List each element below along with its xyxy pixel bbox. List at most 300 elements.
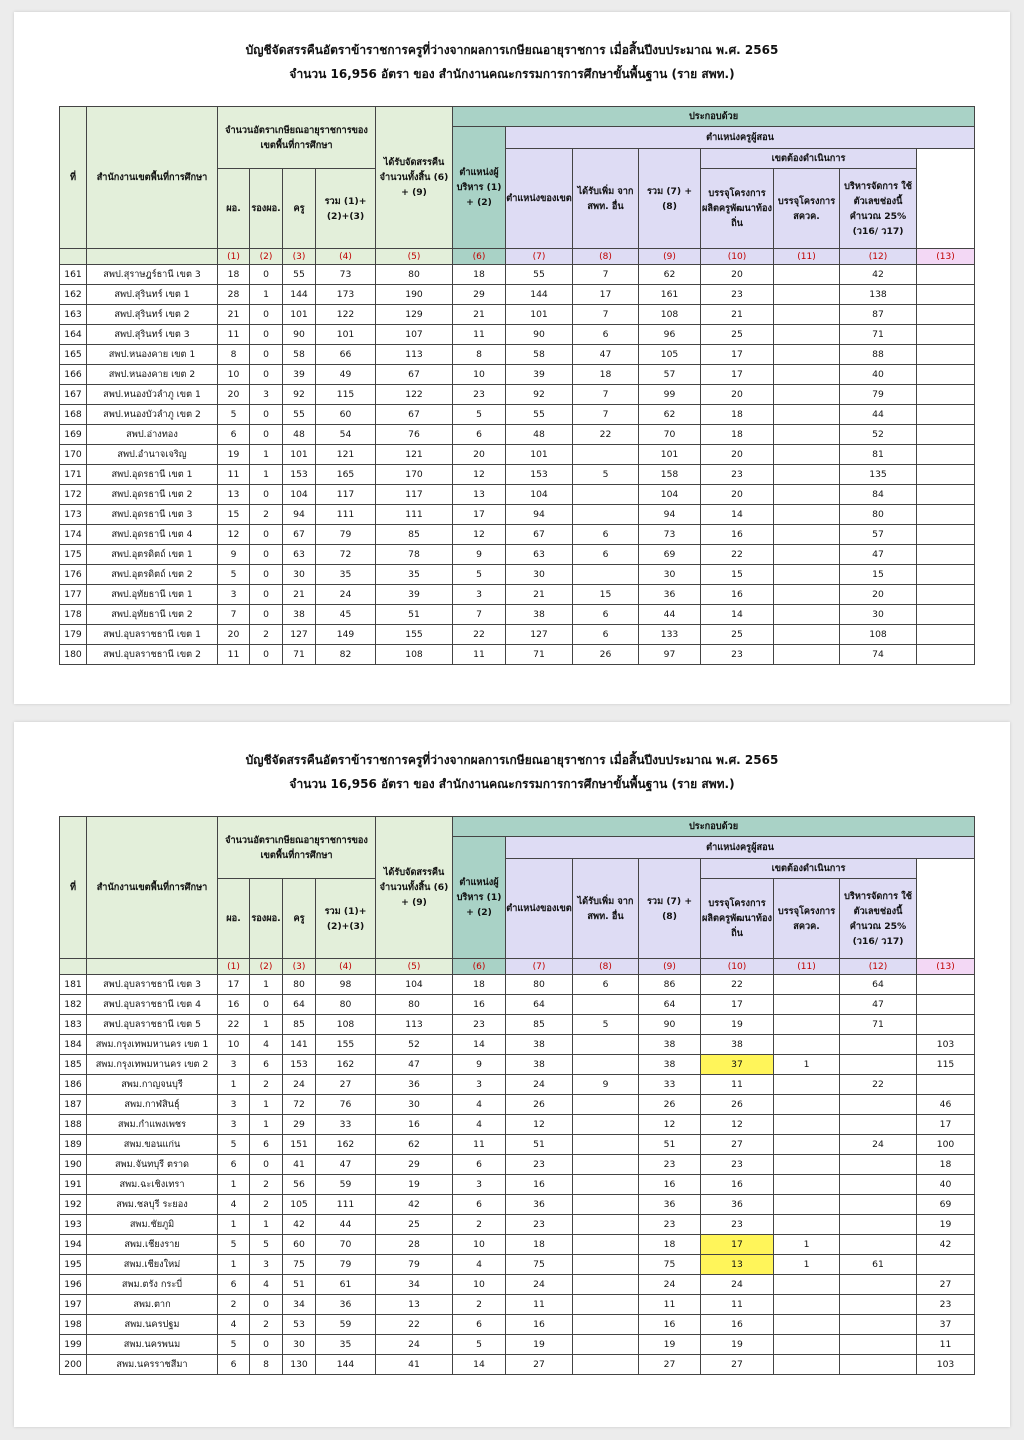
value-cell: 1 — [218, 1215, 250, 1235]
value-cell: 19 — [376, 1175, 453, 1195]
value-cell — [774, 1075, 840, 1095]
value-cell — [573, 1355, 639, 1375]
value-cell — [917, 545, 975, 565]
value-cell: 6 — [218, 1155, 250, 1175]
value-cell: 16 — [701, 1315, 774, 1335]
value-cell: 13 — [701, 1255, 774, 1275]
table-row — [60, 1015, 975, 1035]
value-cell: 11 — [453, 645, 506, 665]
value-cell: 18 — [506, 1235, 573, 1255]
value-cell: 20 — [453, 445, 506, 465]
value-cell: 23 — [701, 645, 774, 665]
value-cell: 7 — [573, 305, 639, 325]
value-cell: 104 — [506, 485, 573, 505]
value-cell: 48 — [283, 425, 316, 445]
value-cell: 111 — [316, 505, 376, 525]
value-cell: 97 — [639, 645, 701, 665]
document-title: บัญชีจัดสรรคืนอัตราข้าราชการครูที่ว่างจากผลการเกษียณอายุราชการ เมื่อสิ้นปีงบประมาณ พ.ศ. 2565 — [245, 43, 779, 57]
value-cell: 55 — [283, 265, 316, 285]
value-cell: 101 — [283, 445, 316, 465]
row-number-cell: 165 — [60, 345, 87, 365]
office-name-cell: สพม.กาญจนบุรี — [87, 1075, 218, 1095]
value-cell — [774, 385, 840, 405]
value-cell: 7 — [453, 605, 506, 625]
value-cell — [917, 1075, 975, 1095]
value-cell: 47 — [840, 545, 917, 565]
value-cell: 42 — [283, 1215, 316, 1235]
col-number-label: (11) — [774, 959, 840, 975]
value-cell: 5 — [453, 405, 506, 425]
value-cell: 53 — [283, 1315, 316, 1335]
office-name-cell: สพป.สุรินทร์ เขต 1 — [87, 285, 218, 305]
value-cell: 23 — [639, 1215, 701, 1235]
value-cell: 41 — [283, 1155, 316, 1175]
value-cell: 7 — [573, 265, 639, 285]
value-cell — [774, 995, 840, 1015]
value-cell: 80 — [283, 975, 316, 995]
value-cell: 1 — [250, 285, 283, 305]
value-cell: 27 — [701, 1135, 774, 1155]
value-cell: 2 — [250, 625, 283, 645]
office-name-cell: สพป.อำนาจเจริญ — [87, 445, 218, 465]
value-cell: 3 — [453, 1075, 506, 1095]
row-number-cell: 186 — [60, 1075, 87, 1095]
office-name-cell: สพป.สุรินทร์ เขต 2 — [87, 305, 218, 325]
value-cell: 1 — [774, 1055, 840, 1075]
value-cell: 11 — [639, 1295, 701, 1315]
table-row — [60, 1275, 975, 1295]
value-cell: 0 — [250, 265, 283, 285]
value-cell — [774, 565, 840, 585]
col-header-sum-1-3: รวม (1)+(2)+(3) — [316, 879, 376, 959]
value-cell: 135 — [840, 465, 917, 485]
value-cell: 1 — [250, 1215, 283, 1235]
office-name-cell: สพม.ตาก — [87, 1295, 218, 1315]
value-cell — [917, 1255, 975, 1275]
value-cell: 18 — [218, 265, 250, 285]
row-number-cell: 188 — [60, 1115, 87, 1135]
office-name-cell: สพป.อุดรธานี เขต 2 — [87, 485, 218, 505]
value-cell: 74 — [840, 645, 917, 665]
row-number-cell: 164 — [60, 325, 87, 345]
col-number-label: (6) — [453, 959, 506, 975]
value-cell: 42 — [840, 265, 917, 285]
col-number-label: (5) — [376, 249, 453, 265]
col-header-deputy-director: รองผอ. — [250, 169, 283, 249]
value-cell: 11 — [506, 1295, 573, 1315]
row-number-cell: 196 — [60, 1275, 87, 1295]
value-cell: 84 — [840, 485, 917, 505]
value-cell: 23 — [701, 465, 774, 485]
value-cell: 5 — [453, 565, 506, 585]
value-cell: 20 — [701, 385, 774, 405]
value-cell: 115 — [316, 385, 376, 405]
value-cell — [840, 1035, 917, 1055]
value-cell: 62 — [376, 1135, 453, 1155]
value-cell: 38 — [639, 1055, 701, 1075]
value-cell: 79 — [376, 1255, 453, 1275]
value-cell: 3 — [218, 1055, 250, 1075]
value-cell: 42 — [376, 1195, 453, 1215]
value-cell: 23 — [453, 385, 506, 405]
value-cell: 94 — [639, 505, 701, 525]
value-cell — [573, 1115, 639, 1135]
table-row — [60, 1115, 975, 1135]
office-name-cell: สพม.ตรัง กระบี่ — [87, 1275, 218, 1295]
value-cell — [774, 1095, 840, 1115]
document-subtitle: จำนวน 16,956 อัตรา ของ สำนักงานคณะกรรมการการศึกษาขั้นพื้นฐาน (ราย สพท.) — [289, 67, 735, 81]
value-cell: 23 — [453, 1015, 506, 1035]
value-cell: 122 — [316, 305, 376, 325]
table-row — [60, 1155, 975, 1175]
col-number-label: (13) — [917, 959, 975, 975]
value-cell: 0 — [250, 325, 283, 345]
col-header-admin-position: ตำแหน่งผู้บริหาร (1) + (2) — [453, 127, 506, 249]
value-cell — [917, 485, 975, 505]
value-cell — [774, 605, 840, 625]
value-cell: 20 — [218, 385, 250, 405]
col-header-local-teacher-project: บรรจุโครงการผลิตครูพัฒนาท้องถิ่น — [701, 879, 774, 959]
value-cell — [917, 445, 975, 465]
office-name-cell: สพป.หนองคาย เขต 1 — [87, 345, 218, 365]
value-cell: 17 — [218, 975, 250, 995]
value-cell: 22 — [376, 1315, 453, 1335]
value-cell: 23 — [701, 285, 774, 305]
col-header-added-from-other: ได้รับเพิ่ม จาก สพท. อื่น — [573, 149, 639, 249]
col-header-teacher: ครู — [283, 169, 316, 249]
col-header-teacher: ครู — [283, 879, 316, 959]
value-cell: 6 — [250, 1055, 283, 1075]
value-cell: 47 — [840, 995, 917, 1015]
value-cell — [774, 1315, 840, 1335]
office-name-cell: สพม.นครราชสีมา — [87, 1355, 218, 1375]
value-cell: 12 — [453, 525, 506, 545]
value-cell: 162 — [316, 1055, 376, 1075]
value-cell: 1 — [250, 445, 283, 465]
col-number-label: (1) — [218, 249, 250, 265]
value-cell: 0 — [250, 405, 283, 425]
table-row — [60, 265, 975, 285]
value-cell: 1 — [250, 465, 283, 485]
value-cell: 165 — [316, 465, 376, 485]
value-cell: 5 — [453, 1335, 506, 1355]
value-cell: 27 — [639, 1355, 701, 1375]
value-cell: 0 — [250, 485, 283, 505]
value-cell: 30 — [506, 565, 573, 585]
value-cell: 30 — [639, 565, 701, 585]
value-cell: 104 — [283, 485, 316, 505]
value-cell: 35 — [316, 1335, 376, 1355]
value-cell: 24 — [639, 1275, 701, 1295]
value-cell: 20 — [701, 445, 774, 465]
value-cell: 144 — [506, 285, 573, 305]
value-cell: 82 — [316, 645, 376, 665]
value-cell — [573, 1215, 639, 1235]
value-cell: 108 — [376, 645, 453, 665]
value-cell — [774, 1135, 840, 1155]
value-cell: 6 — [573, 325, 639, 345]
office-name-cell: สพป.อุดรธานี เขต 1 — [87, 465, 218, 485]
value-cell: 35 — [316, 565, 376, 585]
value-cell: 20 — [701, 485, 774, 505]
value-cell: 21 — [701, 305, 774, 325]
table-row — [60, 1175, 975, 1195]
value-cell: 1 — [250, 1115, 283, 1135]
value-cell: 79 — [316, 525, 376, 545]
value-cell: 15 — [573, 585, 639, 605]
value-cell: 92 — [283, 385, 316, 405]
value-cell: 155 — [316, 1035, 376, 1055]
value-cell: 24 — [506, 1075, 573, 1095]
col-number-label: (9) — [639, 249, 701, 265]
value-cell — [840, 1295, 917, 1315]
value-cell: 30 — [283, 565, 316, 585]
table-row — [60, 405, 975, 425]
value-cell — [917, 565, 975, 585]
value-cell: 17 — [701, 995, 774, 1015]
row-number-cell: 185 — [60, 1055, 87, 1075]
value-cell: 127 — [506, 625, 573, 645]
value-cell: 18 — [453, 265, 506, 285]
value-cell: 4 — [453, 1095, 506, 1115]
table-row — [60, 1055, 975, 1075]
table-row — [60, 325, 975, 345]
col-number-label: (10) — [701, 959, 774, 975]
value-cell: 24 — [283, 1075, 316, 1095]
value-cell: 71 — [283, 645, 316, 665]
value-cell — [774, 625, 840, 645]
value-cell: 111 — [316, 1195, 376, 1215]
value-cell: 22 — [453, 625, 506, 645]
row-number-cell: 162 — [60, 285, 87, 305]
value-cell: 10 — [453, 1275, 506, 1295]
value-cell: 158 — [639, 465, 701, 485]
row-number-cell: 200 — [60, 1355, 87, 1375]
value-cell: 3 — [218, 585, 250, 605]
value-cell — [774, 1355, 840, 1375]
value-cell: 0 — [250, 545, 283, 565]
value-cell: 12 — [701, 1115, 774, 1135]
value-cell: 58 — [506, 345, 573, 365]
document-subtitle: จำนวน 16,956 อัตรา ของ สำนักงานคณะกรรมการการศึกษาขั้นพื้นฐาน (ราย สพท.) — [289, 777, 735, 791]
col-header-director: ผอ. — [218, 879, 250, 959]
value-cell: 101 — [506, 445, 573, 465]
value-cell: 49 — [316, 365, 376, 385]
value-cell — [774, 445, 840, 465]
col-header-teacher-position: ตำแหน่งครูผู้สอน — [506, 127, 975, 149]
row-number-cell: 175 — [60, 545, 87, 565]
value-cell: 9 — [453, 1055, 506, 1075]
value-cell — [917, 405, 975, 425]
col-header-composed-of: ประกอบด้วย — [453, 817, 975, 837]
value-cell: 5 — [573, 465, 639, 485]
value-cell: 75 — [506, 1255, 573, 1275]
value-cell: 36 — [376, 1075, 453, 1095]
value-cell: 81 — [840, 445, 917, 465]
value-cell: 149 — [316, 625, 376, 645]
value-cell: 57 — [840, 525, 917, 545]
value-cell: 69 — [917, 1195, 975, 1215]
table-row — [60, 1135, 975, 1155]
value-cell: 40 — [917, 1175, 975, 1195]
value-cell: 16 — [506, 1175, 573, 1195]
office-name-cell: สพป.สุราษฎร์ธานี เขต 3 — [87, 265, 218, 285]
col-header-retire-group: จำนวนอัตราเกษียณอายุราชการของเขตพื้นที่การศึกษา — [218, 107, 376, 169]
value-cell: 121 — [316, 445, 376, 465]
value-cell: 44 — [639, 605, 701, 625]
value-cell: 79 — [316, 1255, 376, 1275]
value-cell: 12 — [506, 1115, 573, 1135]
value-cell: 73 — [316, 265, 376, 285]
value-cell: 22 — [573, 425, 639, 445]
value-cell: 40 — [840, 365, 917, 385]
value-cell — [573, 445, 639, 465]
value-cell — [917, 625, 975, 645]
value-cell: 8 — [250, 1355, 283, 1375]
value-cell: 59 — [316, 1175, 376, 1195]
table-row — [60, 1315, 975, 1335]
office-name-cell: สพม.เชียงใหม่ — [87, 1255, 218, 1275]
value-cell: 76 — [316, 1095, 376, 1115]
value-cell: 113 — [376, 345, 453, 365]
value-cell: 71 — [840, 1015, 917, 1035]
value-cell: 17 — [701, 1235, 774, 1255]
col-number-label: (11) — [774, 249, 840, 265]
col-number-label: (12) — [840, 959, 917, 975]
value-cell: 121 — [376, 445, 453, 465]
col-number-label: (3) — [283, 959, 316, 975]
value-cell: 51 — [639, 1135, 701, 1155]
value-cell: 0 — [250, 305, 283, 325]
value-cell: 44 — [840, 405, 917, 425]
row-number-cell: 193 — [60, 1215, 87, 1235]
value-cell: 47 — [573, 345, 639, 365]
office-name-cell: สพม.กาฬสินธุ์ — [87, 1095, 218, 1115]
table-row — [60, 465, 975, 485]
value-cell — [774, 465, 840, 485]
value-cell: 24 — [840, 1135, 917, 1155]
value-cell: 21 — [283, 585, 316, 605]
value-cell: 13 — [218, 485, 250, 505]
value-cell: 153 — [506, 465, 573, 485]
col-number-label: (5) — [376, 959, 453, 975]
value-cell: 0 — [250, 425, 283, 445]
value-cell: 18 — [639, 1235, 701, 1255]
value-cell: 0 — [250, 525, 283, 545]
value-cell: 4 — [453, 1255, 506, 1275]
table-row — [60, 285, 975, 305]
value-cell: 17 — [701, 345, 774, 365]
value-cell: 0 — [250, 645, 283, 665]
office-name-cell: สพม.ชัยภูมิ — [87, 1215, 218, 1235]
row-number-cell: 163 — [60, 305, 87, 325]
value-cell: 138 — [840, 285, 917, 305]
value-cell: 16 — [701, 525, 774, 545]
value-cell: 5 — [218, 565, 250, 585]
value-cell: 70 — [316, 1235, 376, 1255]
col-number-label: (8) — [573, 249, 639, 265]
value-cell: 21 — [506, 585, 573, 605]
office-name-cell: สพป.อุทัยธานี เขต 2 — [87, 605, 218, 625]
value-cell: 5 — [250, 1235, 283, 1255]
value-cell: 63 — [283, 545, 316, 565]
col-header-allocated-total: ได้รับจัดสรรคืน จำนวนทั้งสิ้น (6) + (9) — [376, 107, 453, 249]
table-row — [60, 1195, 975, 1215]
value-cell: 16 — [701, 1175, 774, 1195]
value-cell: 24 — [316, 585, 376, 605]
value-cell: 101 — [639, 445, 701, 465]
page-sheet-1 — [14, 12, 1010, 704]
value-cell — [840, 1055, 917, 1075]
value-cell — [917, 365, 975, 385]
office-name-cell: สพม.นครพนม — [87, 1335, 218, 1355]
value-cell: 92 — [506, 385, 573, 405]
value-cell: 19 — [917, 1215, 975, 1235]
value-cell: 86 — [639, 975, 701, 995]
row-number-cell: 174 — [60, 525, 87, 545]
value-cell: 38 — [506, 1035, 573, 1055]
col-number-label: (3) — [283, 249, 316, 265]
table-row — [60, 485, 975, 505]
value-cell: 9 — [218, 545, 250, 565]
value-cell: 52 — [376, 1035, 453, 1055]
value-cell: 18 — [701, 405, 774, 425]
col-header-office: สำนักงานเขตพื้นที่การศึกษา — [87, 817, 218, 959]
value-cell: 17 — [701, 365, 774, 385]
value-cell: 80 — [840, 505, 917, 525]
value-cell: 37 — [701, 1055, 774, 1075]
value-cell: 73 — [639, 525, 701, 545]
value-cell: 66 — [316, 345, 376, 365]
col-number-label: (8) — [573, 959, 639, 975]
value-cell — [774, 285, 840, 305]
value-cell: 130 — [283, 1355, 316, 1375]
value-cell: 36 — [639, 1195, 701, 1215]
value-cell: 39 — [283, 365, 316, 385]
value-cell: 0 — [250, 995, 283, 1015]
col-header-office: สำนักงานเขตพื้นที่การศึกษา — [87, 107, 218, 249]
value-cell: 170 — [376, 465, 453, 485]
value-cell — [573, 1035, 639, 1055]
value-cell: 16 — [218, 995, 250, 1015]
value-cell: 63 — [506, 545, 573, 565]
value-cell: 42 — [917, 1235, 975, 1255]
value-cell: 113 — [376, 1015, 453, 1035]
value-cell: 17 — [917, 1115, 975, 1135]
value-cell: 101 — [283, 305, 316, 325]
table-row — [60, 995, 975, 1015]
row-number-cell: 197 — [60, 1295, 87, 1315]
row-number-cell: 170 — [60, 445, 87, 465]
value-cell: 51 — [376, 605, 453, 625]
office-name-cell: สพป.หนองบัวลำภู เขต 1 — [87, 385, 218, 405]
value-cell — [917, 265, 975, 285]
value-cell: 4 — [453, 1115, 506, 1135]
value-cell: 5 — [218, 405, 250, 425]
value-cell: 29 — [283, 1115, 316, 1135]
value-cell: 173 — [316, 285, 376, 305]
value-cell: 11 — [218, 325, 250, 345]
table-row — [60, 425, 975, 445]
value-cell: 96 — [639, 325, 701, 345]
value-cell: 90 — [639, 1015, 701, 1035]
col-header-sum-7-8: รวม (7) + (8) — [639, 859, 701, 959]
value-cell: 19 — [218, 445, 250, 465]
value-cell: 105 — [639, 345, 701, 365]
value-cell — [840, 1175, 917, 1195]
value-cell — [774, 505, 840, 525]
row-number-cell: 187 — [60, 1095, 87, 1115]
